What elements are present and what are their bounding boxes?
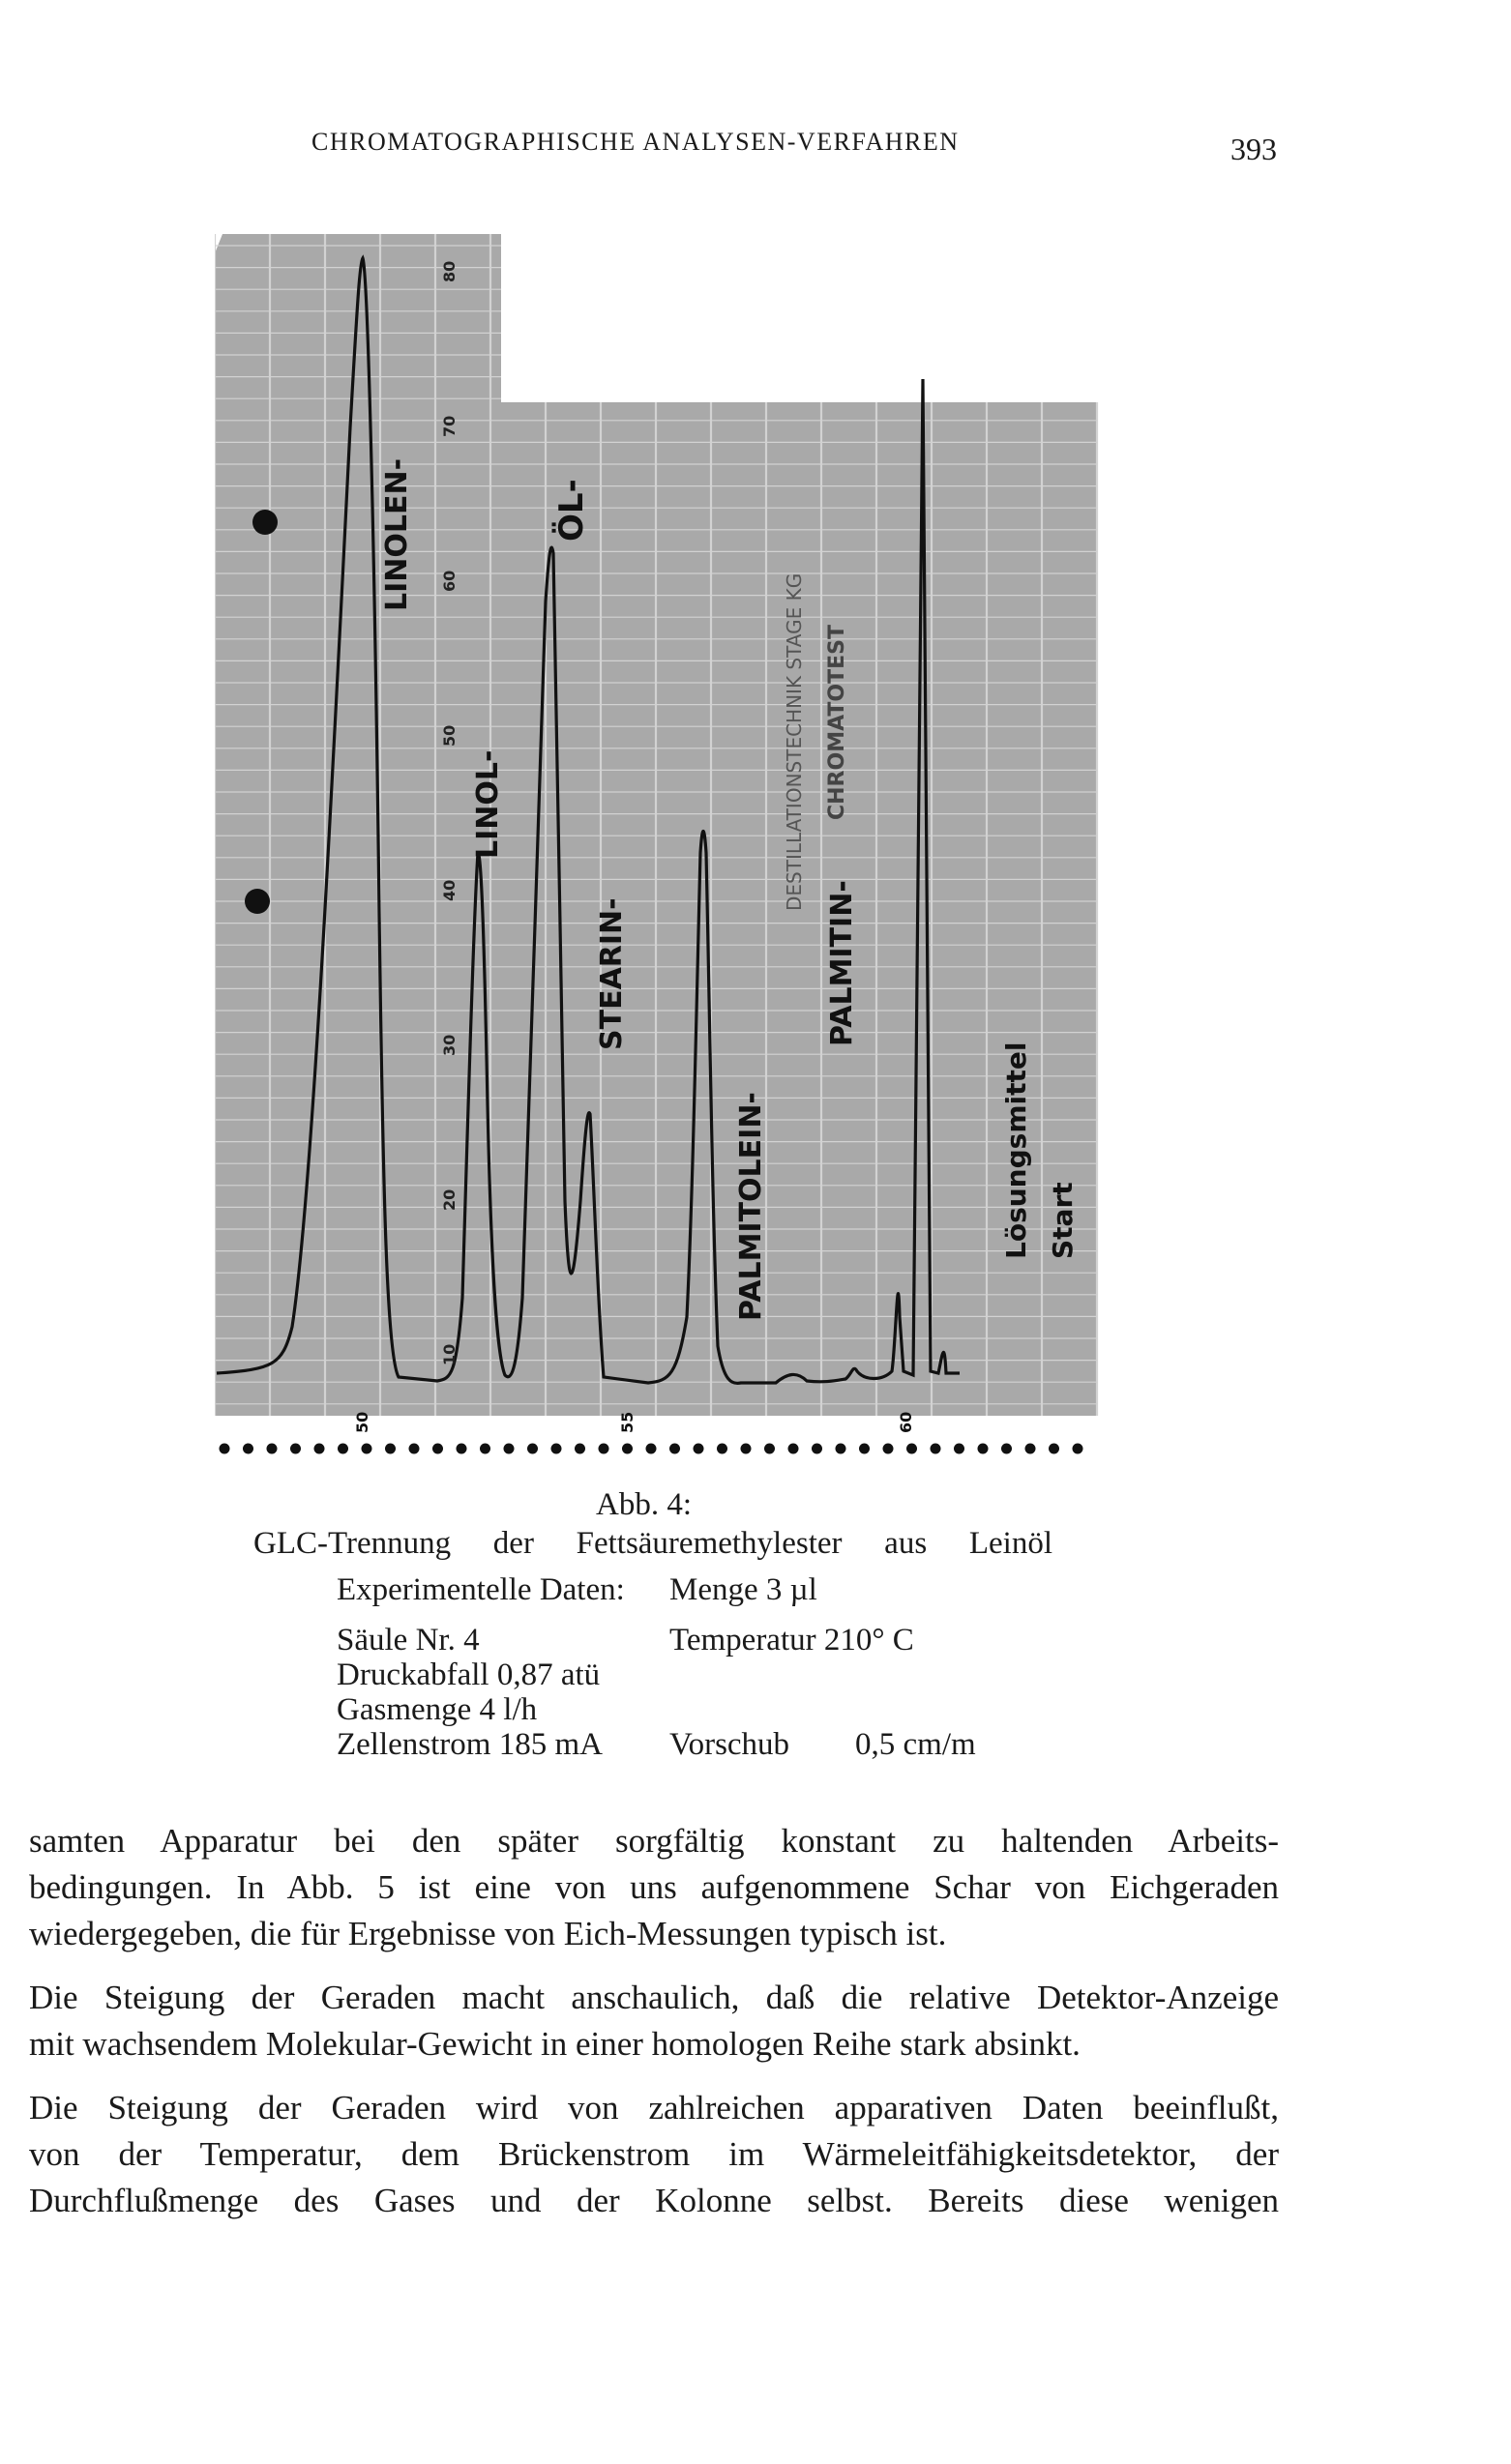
peak-label-linolen: LINOLEN- [380, 457, 414, 611]
sprocket-hole [314, 1444, 325, 1454]
scale-number: 60 [440, 570, 459, 592]
peak-label-start: Start [1047, 1182, 1079, 1259]
sprocket-hole [1025, 1444, 1036, 1454]
sprocket-hole [1073, 1444, 1083, 1454]
sprocket-hole [527, 1444, 538, 1454]
saeule: Säule Nr. 4 [337, 1623, 480, 1657]
sprocket-hole [669, 1444, 680, 1454]
sprocket-hole [764, 1444, 775, 1454]
peak-label-linol: LINOL- [471, 749, 505, 859]
peak-label-oel: ÖL- [552, 479, 591, 542]
scale-number: 80 [440, 260, 459, 282]
scale-number: 50 [440, 724, 459, 747]
sprocket-hole [575, 1444, 585, 1454]
paragraph-line: Durchflußmenge des Gases und der Kolonne selbst. Bereits diese wenigen [29, 2182, 1279, 2219]
scale-number: 20 [440, 1188, 459, 1211]
sprocket-hole [812, 1444, 822, 1454]
sprocket-hole [788, 1444, 799, 1454]
chromatogram-figure [215, 234, 1100, 1460]
paper-imprint-product: CHROMATOTEST [825, 624, 849, 820]
sprocket-hole [906, 1444, 917, 1454]
paragraph-line: samten Apparatur bei den später sorgfältig konstant zu haltenden Arbeits- [29, 1822, 1279, 1860]
sprocket-hole [717, 1444, 727, 1454]
bottom-mark-60: 60 [897, 1411, 915, 1433]
sprocket-hole [622, 1444, 633, 1454]
druckabfall: Druckabfall 0,87 atü [337, 1657, 601, 1692]
sprocket-hole [243, 1444, 253, 1454]
menge: Menge 3 µl [669, 1572, 817, 1607]
sprocket-hole [954, 1444, 964, 1454]
marker-dot [252, 510, 278, 535]
paragraph-line: mit wachsendem Molekular-Gewicht in einer homologen Reihe stark absinkt. [29, 2025, 1081, 2063]
scale-number: 10 [440, 1343, 459, 1365]
sprocket-hole [883, 1444, 894, 1454]
sprocket-hole [599, 1444, 609, 1454]
exp-data-label: Experimentelle Daten: [337, 1572, 625, 1607]
peak-label-stearin: STEARIN- [595, 897, 629, 1050]
paragraph-line: Die Steigung der Geraden macht anschaulich, daß die relative Detektor-Anzeige [29, 1979, 1279, 2016]
scale-number: 40 [440, 879, 459, 901]
sprocket-hole [362, 1444, 372, 1454]
sprocket-hole [220, 1444, 230, 1454]
paragraph-line: wiedergegeben, die für Ergebnisse von Eich-Messungen typisch ist. [29, 1915, 947, 1952]
temperatur: Temperatur 210° C [669, 1623, 914, 1657]
sprocket-hole [457, 1444, 467, 1454]
paragraph-line: Die Steigung der Geraden wird von zahlreichen apparativen Daten beeinflußt, [29, 2089, 1279, 2127]
page-number: 393 [1230, 132, 1277, 166]
sprocket-hole [836, 1444, 846, 1454]
sprocket-hole [480, 1444, 490, 1454]
sprocket-hole [385, 1444, 396, 1454]
caption-label: Abb. 4: [596, 1487, 692, 1522]
sprocket-hole [859, 1444, 870, 1454]
zellenstrom: Zellenstrom 185 mA [337, 1727, 603, 1762]
sprocket-hole [1049, 1444, 1059, 1454]
marker-dot [245, 889, 270, 914]
body-text [29, 1818, 1279, 2224]
sprocket-hole [978, 1444, 989, 1454]
running-head: CHROMATOGRAPHISCHE ANALYSEN-VERFAHREN [311, 128, 960, 156]
sprocket-hole [551, 1444, 562, 1454]
caption-title: GLC-Trennung der Fettsäuremethylester aus Leinöl [253, 1526, 1052, 1561]
scale-number: 70 [440, 415, 459, 437]
sprocket-hole [694, 1444, 704, 1454]
sprocket-hole [646, 1444, 657, 1454]
peak-label-loesungsmittel: Lösungsmittel [1000, 1041, 1032, 1259]
sprocket-hole [504, 1444, 515, 1454]
sprocket-hole [290, 1444, 301, 1454]
peak-label-palmitin: PALMITIN- [825, 880, 859, 1046]
paragraph-line: von der Temperatur, dem Brückenstrom im Wärmeleitfähigkeitsdetektor, der [29, 2135, 1279, 2173]
gasmenge: Gasmenge 4 l/h [337, 1692, 538, 1727]
sprocket-hole [267, 1444, 278, 1454]
vorschub-value: 0,5 cm/m [855, 1727, 976, 1762]
sprocket-hole [409, 1444, 420, 1454]
scale-number: 30 [440, 1034, 459, 1056]
sprocket-hole [432, 1444, 443, 1454]
sprocket-hole [338, 1444, 348, 1454]
paragraph-line: bedingungen. In Abb. 5 ist eine von uns aufgenommene Schar von Eichgeraden [29, 1868, 1279, 1906]
bottom-mark-55: 55 [618, 1411, 637, 1433]
vorschub-label: Vorschub [669, 1727, 790, 1762]
sprocket-hole [1001, 1444, 1012, 1454]
sprocket-hole [931, 1444, 941, 1454]
peak-label-palmitolein: PALMITOLEIN- [734, 1092, 768, 1321]
bottom-mark-50: 50 [353, 1411, 371, 1433]
sprocket-hole [741, 1444, 752, 1454]
paper-imprint-company: DESTILLATIONSTECHNIK STAGE KG [783, 572, 806, 911]
